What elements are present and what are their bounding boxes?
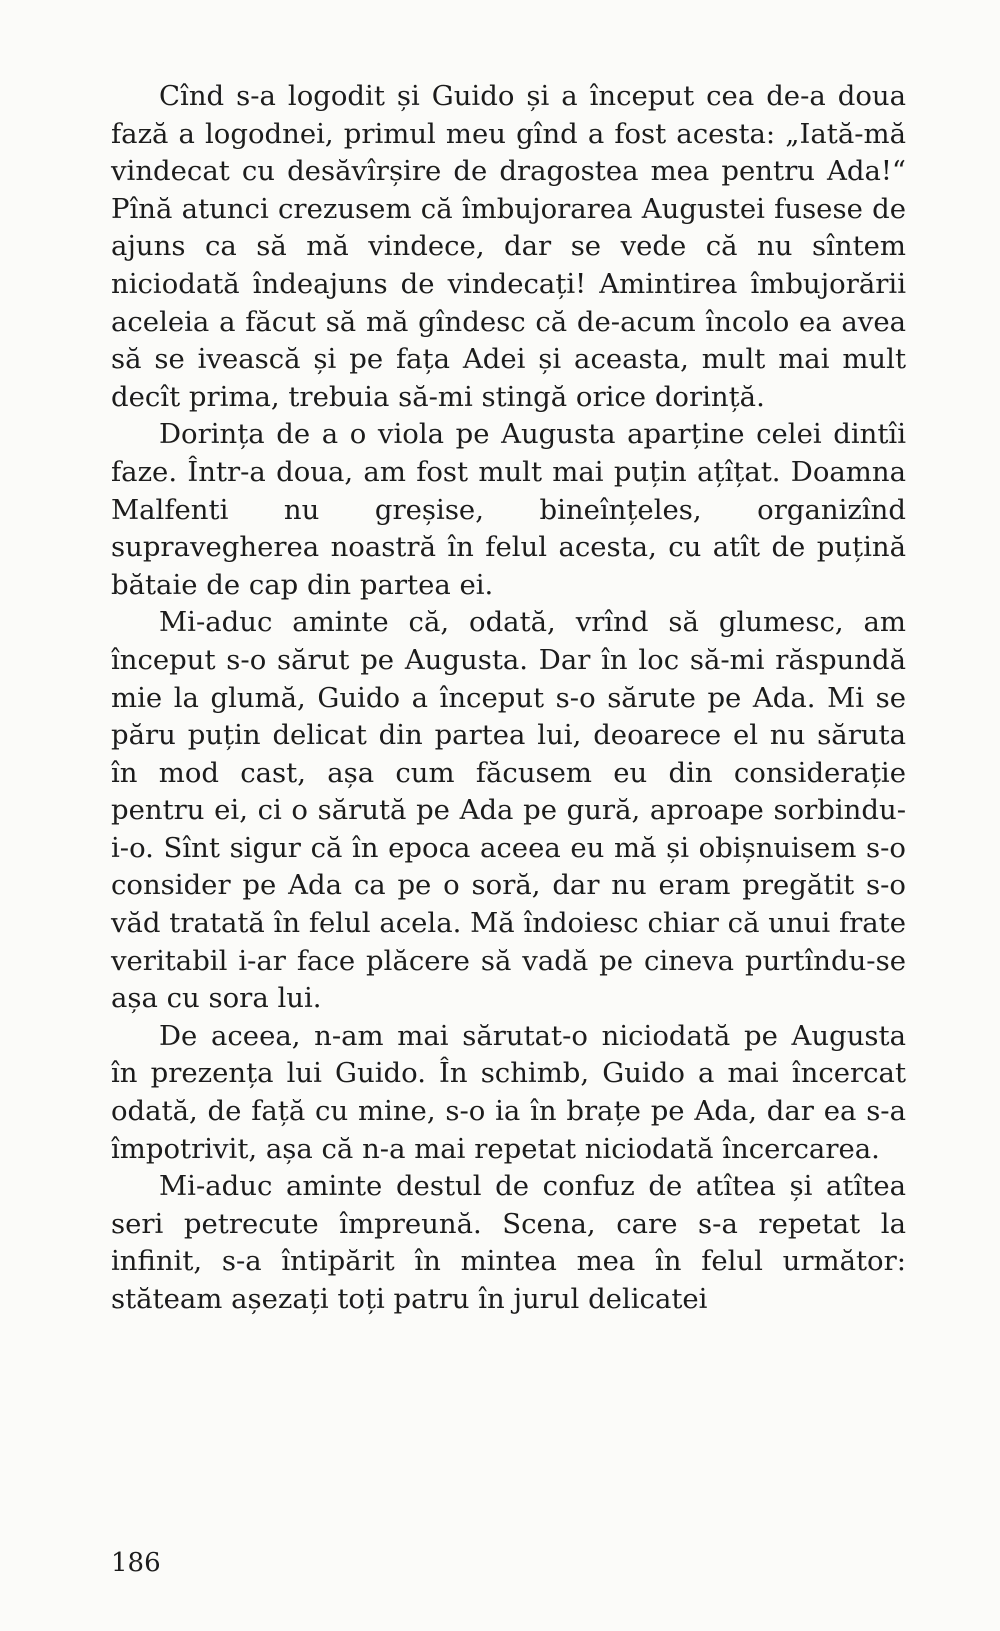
paragraph-2: Dorința de a o viola pe Augusta aparține celei dintîi faze. Într-a doua, am fost mult mai puțin ațîțat. Doamna Malfenti nu greșise, bineînțeles, organizînd supravegherea noastră în felul acesta, cu atît de puțină bătaie de cap din partea ei. [111,418,906,601]
paragraph-1: Cînd s-a logodit și Guido și a început cea de-a doua fază a logodnei, primul meu gînd a fost acesta: „Iată-mă vindecat cu desăvîrșire de dragostea mea pentru Ada!“ Pînă atunci crezusem că îmbujorarea Augustei fusese de ajuns ca să mă vindece, dar se vede că nu sîntem niciodată îndeajuns de vindecați! Amintirea îmbujorării aceleia a făcut să mă gîndesc că de-acum încolo ea avea să se ivească și pe fața Adei și aceasta, mult mai mult decît prima, trebuia să-mi stingă orice dorință. [111,80,906,413]
body-text [111,78,906,1319]
paragraph-4: De aceea, n-am mai sărutat-o niciodată pe Augusta în prezența lui Guido. În schimb, Guido a mai încercat odată, de față cu mine, s-o ia în brațe pe Ada, dar ea s-a împotrivit, așa că n-a mai repetat niciodată încercarea. [111,1019,906,1165]
paragraph-5: Mi-aduc aminte destul de confuz de atîtea și atîtea seri petrecute împreună. Scena, care s-a repetat la infinit, s-a întipărit în mintea mea în felul următor: stăteam așezați toți patru în jurul delicatei [111,1170,906,1315]
page-number: 186 [111,1548,161,1578]
paragraph-3: Mi-aduc aminte că, odată, vrînd să glumesc, am început s-o sărut pe Augusta. Dar în loc să-mi răspundă mie la glumă, Guido a început s-o sărute pe Ada. Mi se păru puțin delicat din partea lui, deoarece el nu săruta în mod cast, așa cum făcusem eu din considerație pentru ei, ci o sărută pe Ada pe gură, aproape sorbindu-i-o. Sînt sigur că în epoca aceea eu mă și obișnuisem s-o consider pe Ada ca pe o soră, dar nu eram pregătit s-o văd tratată în felul acela. Mă îndoiesc chiar că unui frate veritabil i-ar face plăcere să vadă pe cineva purtîndu-se așa cu sora lui. [111,606,906,1015]
